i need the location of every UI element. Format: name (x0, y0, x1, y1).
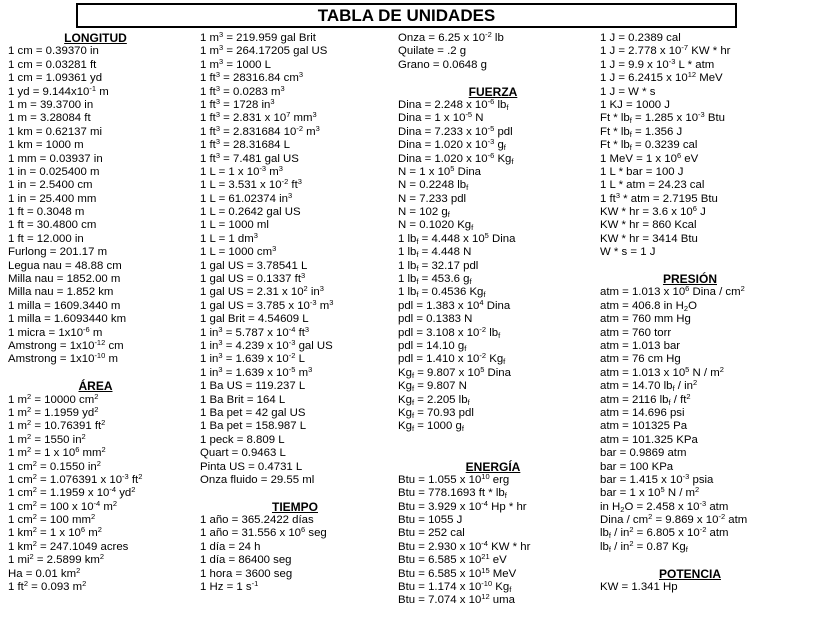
column-4 (600, 32, 810, 594)
conversion-entry: Btu = 1.174 x $10^{-10}$ $Kg_f$ (398, 579, 512, 595)
section-heading: FUERZA (468, 84, 518, 99)
conversion-entry: 1 Ba US = 119.237 L (200, 380, 306, 393)
spacer (200, 487, 390, 500)
conversion-entry: $Ft * lb_f = 1.356$ J (600, 125, 683, 139)
conversion-entry: 1 J = 6.2415 x $10^{12}$ MeV (600, 70, 723, 85)
conversion-entry: 1 yd = $9.144x10^{-1}$ m (8, 83, 109, 98)
conversion-entry: 1 $in^3 = 4.239$ x $10^{-3}$ gal US (200, 337, 333, 352)
conversion-entry: 1 J = 0.2389 cal (600, 32, 681, 44)
conversion-entry: $lb_f / in^2 = 0.87$ $Kg_f$ (600, 538, 688, 554)
conversion-entry: Onza fluido = 29.55 ml (200, 473, 315, 486)
conversion-entry: 1 gal US = 3.785 x $10^{-3}$ $m^3$ (200, 297, 334, 312)
conversion-entry: Milla nau = 1.852 km (8, 286, 114, 299)
conversion-entry: bar = 1.415 x $10^{-3}$ psia (600, 471, 714, 486)
conversion-entry: pdl = 1.410 x $10^{-2}$ $Kg_f$ (398, 351, 506, 367)
conversion-entry: atm = 2116 $lb_f / ft^2$ (600, 391, 691, 407)
conversion-entry: 1 Ba pet = 42 gal US (200, 406, 306, 419)
conversion-entry: atm = 760 mm Hg (600, 313, 691, 326)
conversion-entry: $Kg_f = 70.93$ pdl (398, 406, 474, 420)
conversion-entry: 1 milla = 1.6093440 km (8, 313, 127, 326)
conversion-entry: 1 L * atm = 24.23 cal (600, 179, 705, 192)
conversion-entry: bar = 100 KPa (600, 460, 674, 473)
conversion-entry: 1 peck = 8.809 L (200, 433, 285, 446)
conversion-entry: 1 $lb_f = 32.17$ pdl (398, 259, 479, 273)
conversion-entry: 1 $ft^3 = 2.831684$ $10^{-2}$ $m^3$ (200, 123, 320, 138)
conversion-entry: atm = 1.013 x $10^6$ Dina / $cm^2$ (600, 284, 745, 299)
conversion-entry: 1 $lb_f = 453.6$ $g_f$ (398, 273, 472, 287)
conversion-entry: 1 L = 1000 ml (200, 219, 269, 232)
conversion-entry: 1 milla = 1609.3440 m (8, 299, 121, 312)
conversion-entry: Btu = 1.055 x $10^{10}$ erg (398, 471, 510, 486)
conversion-entry: 1 cm = 0.03281 ft (8, 58, 97, 71)
conversion-entry: 1 $cm^2 = 100$ x $10^{-4}$ $m^2$ (8, 498, 118, 513)
conversion-entry: 1 J = 2.778 x $10^{-7}$ KW * hr (600, 43, 731, 58)
conversion-entry: 1 $m^3 = 219.959$ gal Brit (200, 30, 316, 44)
conversion-entry: Btu = 3.929 x $10^{-4}$ Hp * hr (398, 498, 527, 513)
conversion-entry: Dina / $cm^2 = 9.869$ x $10^{-2}$ atm (600, 512, 748, 527)
conversion-entry: pdl = 3.108 x $10^{-2}$ $lb_f$ (398, 324, 501, 340)
conversion-entry: 1 ft = 0.3048 m (8, 206, 85, 219)
conversion-entry: 1 J = W * s (600, 85, 656, 98)
conversion-entry: 1 in = 25.400 mm (8, 192, 97, 205)
conversion-entry: Quart = 0.9463 L (200, 447, 286, 460)
conversion-entry: 1 in = 0.025400 m (8, 165, 100, 178)
conversion-entry: 1 $m^2 = 1550$ $in^2$ (8, 431, 86, 446)
section-heading: POTENCIA (658, 566, 721, 581)
conversion-entry: N = 0.1020 $Kg_f$ (398, 219, 474, 233)
conversion-entry: 1 $km^2 = 247.1049$ acres (8, 538, 129, 553)
conversion-entry: 1 $m^3 = 264.17205$ gal US (200, 43, 328, 58)
section-heading: ÁREA (78, 379, 113, 394)
conversion-entry: Amstrong = $1x10^{-12}$ cm (8, 337, 124, 352)
conversion-entry: Grano = 0.0648 g (398, 58, 487, 71)
conversion-entry: 1 L = 1 $dm^3$ (200, 230, 258, 245)
conversion-entry: 1 gal US = 3.78541 L (200, 259, 308, 272)
conversion-entry: $Kg_f = 1000$ $g_f$ (398, 420, 464, 434)
conversion-entry: Btu = 6.585 x $10^{15}$ MeV (398, 565, 517, 580)
conversion-entry: Btu = 778.1693 ft * $lb_f$ (398, 487, 507, 501)
conversion-entry: 1 Ba pet = 158.987 L (200, 420, 307, 433)
conversion-entry: pdl = 1.383 x $10^4$ Dina (398, 297, 511, 312)
conversion-entry: 1 $m^2 = 1$ x $10^6$ $mm^2$ (8, 445, 106, 460)
conversion-entry: Dina = 2.248 x $10^{-6}$ $lb_f$ (398, 96, 509, 112)
conversion-entry: 1 in = 2.5400 cm (8, 179, 93, 192)
conversion-entry: 1 $ft^3 = 1728$ $in^3$ (200, 96, 275, 111)
conversion-entry: atm = 14.70 $lb_f / in^2$ (600, 378, 698, 394)
spacer (398, 447, 588, 460)
conversion-entry: 1 $cm^2 = 100$ $mm^2$ (8, 512, 96, 527)
conversion-entry: Legua nau = 48.88 cm (8, 259, 122, 272)
column-2 (200, 32, 390, 594)
conversion-entry: bar = 0.9869 atm (600, 447, 687, 460)
conversion-entry: 1 año = 365.2422 días (200, 514, 314, 527)
conversion-entry: atm = 1.013 bar (600, 339, 681, 352)
spacer (600, 554, 810, 567)
conversion-entry: 1 año = 31.556 x $10^6$ seg (200, 525, 327, 540)
conversion-entry: N = 1 x $10^5$ Dina (398, 163, 482, 178)
conversion-entry: 1 m = 39.3700 in (8, 98, 94, 111)
conversion-entry: 1 Ba Brit = 164 L (200, 393, 286, 406)
conversion-entry: Btu = 252 cal (398, 527, 465, 540)
conversion-entry: 1 $m^2 = 10.76391$ $ft^2$ (8, 418, 106, 433)
conversion-entry: Dina = 7.233 x $10^{-5}$ pdl (398, 123, 513, 138)
conversion-entry: atm = 101.325 KPa (600, 433, 698, 446)
section-heading: TIEMPO (271, 499, 318, 514)
conversion-entry: atm = 101325 Pa (600, 420, 688, 433)
section-heading: PRESIÓN (662, 272, 717, 287)
column-1 (8, 32, 193, 594)
conversion-entry: 1 $m^2 = 10000$ $cm^2$ (8, 391, 99, 406)
conversion-entry: 1 $lb_f = 4.448$ N (398, 246, 472, 260)
conversion-entry: 1 día = 86400 seg (200, 554, 292, 567)
conversion-entry: 1 cm = 0.39370 in (8, 45, 99, 58)
conversion-entry: 1 $cm^2 = 1.076391$ x $10^{-3}$ $ft^2$ (8, 471, 143, 486)
conversion-entry: 1 $ft^3 = 28316.84$ $cm^3$ (200, 70, 304, 85)
conversion-entry: atm = 406.8 in $H_2O$ (600, 299, 697, 313)
conversion-entry: Dina = 1.020 x $10^{-6}$ $Kg_f$ (398, 150, 514, 166)
conversion-entry: $Ft * lb_f = 0.3239$ cal (600, 139, 698, 153)
conversion-entry: 1 $m^3 = 1000$ L (200, 56, 271, 71)
conversion-entry: Quilate = .2 g (398, 45, 467, 58)
conversion-entry: N = 102 $g_f$ (398, 206, 450, 220)
conversion-entry: 1 Hz = 1 $s^{-1}$ (200, 579, 259, 594)
conversion-entry: Dina = 1.020 x $10^{-3}$ $g_f$ (398, 137, 506, 153)
conversion-entry: 1 $ft^3$ * atm = 2.7195 Btu (600, 190, 718, 205)
spacer (398, 72, 588, 85)
conversion-entry: atm = 1.013 x $10^5$ N / $m^2$ (600, 364, 724, 379)
conversion-entry: bar = 1 x $10^5$ N / $m^2$ (600, 485, 700, 500)
conversion-entry: 1 ft = 30.4800 cm (8, 219, 97, 232)
conversion-entry: 1 L * bar = 100 J (600, 165, 684, 178)
conversion-entry: $lb_f / in^2 = 6.805$ x $10^{-2}$ atm (600, 525, 729, 541)
conversion-entry: atm = 14.696 psi (600, 406, 685, 419)
conversion-entry: KW * hr = 860 Kcal (600, 219, 697, 232)
conversion-entry: 1 $ft^3 = 0.0283$ $m^3$ (200, 83, 285, 98)
conversion-entry: 1 $in^3 = 5.787$ x $10^{-4}$ $ft^3$ (200, 324, 310, 339)
conversion-entry: 1 $ft^2 = 0.093$ $m^2$ (8, 579, 87, 594)
conversion-entry: 1 $mi^2 = 2.5899$ $km^2$ (8, 552, 105, 567)
conversion-entry: 1 km = 1000 m (8, 139, 84, 152)
conversion-entry: 1 $in^3 = 1.639$ x $10^{-5}$ $m^3$ (200, 364, 313, 379)
page-title: TABLA DE UNIDADES (76, 3, 737, 28)
conversion-entry: Btu = 6.585 x $10^{21}$ eV (398, 552, 507, 567)
section-heading: ENERGÍA (465, 459, 521, 474)
conversion-entry: 1 hora = 3600 seg (200, 567, 293, 580)
conversion-entry: 1 micra = $1x10^{-6}$ m (8, 324, 103, 339)
conversion-entry: 1 mm = 0.03937 in (8, 152, 103, 165)
conversion-entry: 1 L = 61.02374 $in^3$ (200, 190, 293, 205)
conversion-entry: Furlong = 201.17 m (8, 246, 108, 259)
conversion-entry: Amstrong = $1x10^{-10}$ m (8, 351, 118, 366)
conversion-entry: Btu = 2.930 x $10^{-4}$ KW * hr (398, 538, 531, 553)
conversion-entry: 1 $cm^2 = 1.1959$ x $10^{-4}$ $yd^2$ (8, 485, 136, 500)
conversion-entry: 1 $m^2 = 1.1959$ $yd^2$ (8, 404, 99, 419)
conversion-entry: pdl = 0.1383 N (398, 313, 473, 326)
conversion-entry: 1 km = 0.62137 mi (8, 125, 103, 138)
conversion-entry: Btu = 7.074 x $10^{12}$ uma (398, 592, 515, 607)
conversion-entry: 1 $in^3 = 1.639$ x $10^{-2}$ L (200, 351, 305, 366)
conversion-entry: Btu = 1055 J (398, 514, 463, 527)
conversion-entry: 1 $ft^3 = 7.481$ gal US (200, 150, 299, 165)
conversion-entry: 1 gal US = 0.1337 $ft^3$ (200, 271, 306, 286)
conversion-entry: in $H_2O = 2.458$ x $10^{-3}$ atm (600, 498, 729, 514)
conversion-entry: 1 $ft^3 = 2.831$ x $10^7$ $mm^3$ (200, 110, 317, 125)
section-heading: LONGITUD (64, 31, 127, 45)
conversion-entry: 1 L = 3.531 x $10^{-2}$ $ft^3$ (200, 177, 302, 192)
conversion-entry: 1 $lb_f = 4.448$ x $10^5$ Dina (398, 230, 516, 246)
conversion-entry: N = 0.2248 $lb_f$ (398, 179, 469, 193)
conversion-entry: 1 m = 3.28084 ft (8, 112, 91, 125)
conversion-entry: 1 gal US = 2.31 x $10^2$ $in^3$ (200, 284, 324, 299)
conversion-entry: $Kg_f = 9.807$ x $10^5$ Dina (398, 364, 511, 380)
conversion-entry: N = 7.233 pdl (398, 192, 467, 205)
conversion-entry: atm = 760 torr (600, 326, 672, 339)
conversion-entry: $Kg_f = 2.205$ $lb_f$ (398, 393, 470, 407)
conversion-entry: 1 $cm^2 = 0.1550$ $in^2$ (8, 458, 101, 473)
conversion-entry: KW * hr = 3.6 x $10^6$ J (600, 204, 706, 219)
conversion-entry: Dina = 1 x $10^{-5}$ N (398, 110, 484, 125)
column-3 (398, 32, 588, 608)
conversion-entry: 1 cm = 1.09361 yd (8, 72, 103, 85)
spacer (398, 434, 588, 447)
conversion-entry: 1 L = 0.2642 gal US (200, 206, 301, 219)
conversion-entry: KW = 1.341 Hp (600, 581, 678, 594)
conversion-entry: 1 $lb_f = 0.4536$ $Kg_f$ (398, 286, 486, 300)
conversion-entry: $Ft * lb_f = 1.285$ x $10^{-3}$ Btu (600, 110, 725, 126)
conversion-entry: 1 MeV = 1 x $10^6$ eV (600, 150, 699, 165)
conversion-entry: pdl = 14.10 $g_f$ (398, 339, 467, 353)
conversion-entry: Ha = 0.01 $km^2$ (8, 565, 81, 580)
conversion-entry: $Kg_f = 9.807$ N (398, 380, 467, 394)
conversion-entry: 1 $km^2 = 1$ x $10^6$ $m^2$ (8, 525, 102, 540)
conversion-entry: Pinta US = 0.4731 L (200, 460, 303, 473)
conversion-entry: Onza = 6.25 x $10^{-2}$ lb (398, 30, 504, 44)
conversion-entry: 1 día = 24 h (200, 540, 261, 553)
conversion-entry: W * s = 1 J (600, 246, 656, 259)
conversion-entry: 1 L = 1 x $10^{-3}$ $m^3$ (200, 163, 283, 178)
conversion-entry: 1 KJ = 1000 J (600, 98, 670, 111)
conversion-entry: 1 J = 9.9 x $10^{-3}$ L * atm (600, 56, 715, 71)
conversion-entry: 1 L = 1000 $cm^3$ (200, 244, 277, 259)
conversion-entry: 1 ft = 12.000 in (8, 232, 84, 245)
conversion-entry: KW * hr = 3414 Btu (600, 232, 698, 245)
conversion-entry: Milla nau = 1852.00 m (8, 273, 121, 286)
conversion-entry: 1 gal Brit = 4.54609 L (200, 313, 309, 326)
conversion-entry: atm = 76 cm Hg (600, 353, 681, 366)
conversion-entry: 1 $ft^3 = 28.31684$ L (200, 137, 291, 152)
